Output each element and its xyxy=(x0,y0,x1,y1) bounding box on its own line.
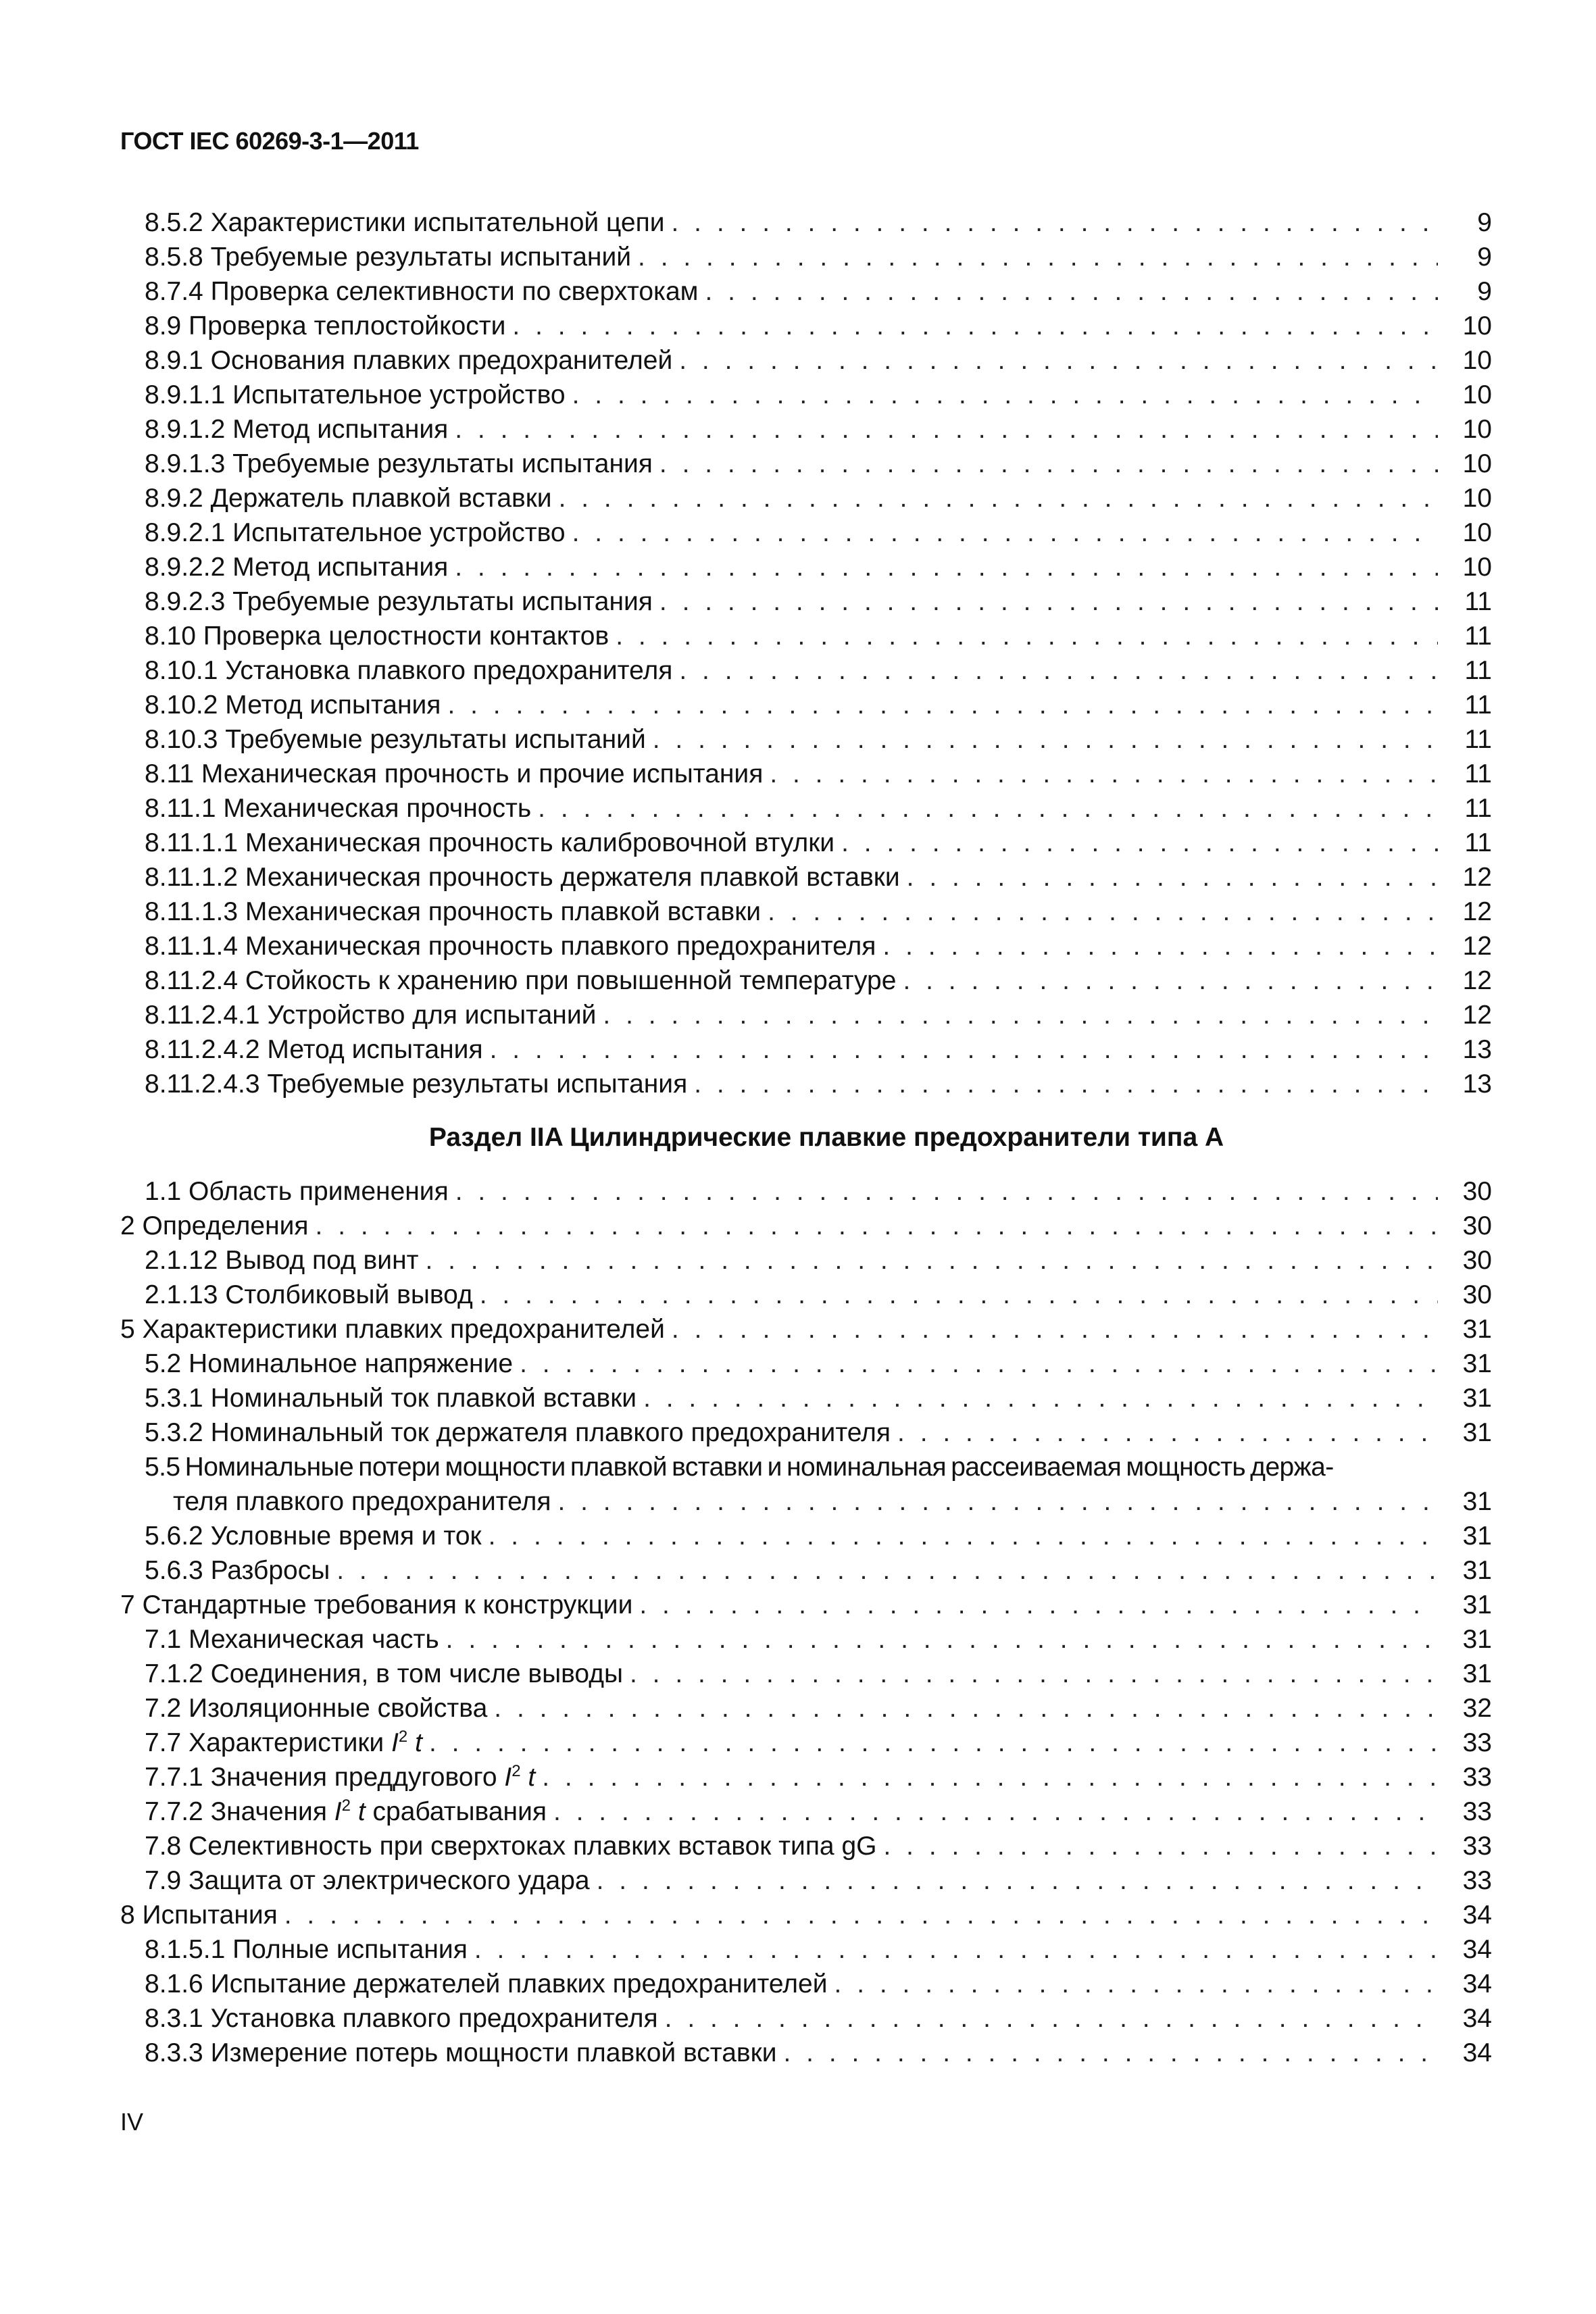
toc-leader-dots xyxy=(489,1519,1438,1553)
toc-entry-title: 5.3.1 Номинальный ток плавкой вставки xyxy=(145,1384,637,1413)
toc-entry-page: 13 xyxy=(1462,1035,1492,1064)
toc-entry[interactable] xyxy=(120,791,1492,826)
toc-leader-dots xyxy=(679,343,1438,378)
toc-entry-page: 11 xyxy=(1464,622,1492,651)
toc-entry-title: 7.2 Изоляционные свойства xyxy=(145,1694,488,1723)
toc-entry-page: 31 xyxy=(1462,1349,1492,1378)
toc-entry[interactable] xyxy=(120,1932,1492,1967)
toc-entry-page: 12 xyxy=(1462,1001,1492,1030)
toc-entry[interactable] xyxy=(120,515,1492,550)
toc-leader-dots xyxy=(679,653,1438,688)
toc-entry-page: 31 xyxy=(1462,1556,1492,1585)
toc-entry-page: 31 xyxy=(1462,1625,1492,1654)
toc-entry-page: 33 xyxy=(1462,1866,1492,1895)
toc-entry[interactable] xyxy=(120,1312,1492,1347)
toc-entry-title: 5.3.2 Номинальный ток держателя плавкого предохранителя xyxy=(145,1418,891,1447)
toc-entry-title: 8.10 Проверка целостности контактов xyxy=(145,622,609,651)
toc-entry-title: 8.5.8 Требуемые результаты испытаний xyxy=(145,243,632,272)
toc-entry-page: 31 xyxy=(1462,1315,1492,1344)
toc-part-2 xyxy=(120,1174,1492,2070)
toc-entry-title: 8.9.1.1 Испытательное устройство xyxy=(145,380,566,409)
toc-entry-page: 33 xyxy=(1462,1832,1492,1861)
toc-entry-title: 8.9.2 Держатель плавкой вставки xyxy=(145,484,552,513)
toc-entry-page: 31 xyxy=(1462,1521,1492,1551)
toc-entry[interactable] xyxy=(120,1243,1492,1278)
toc-entry-page: 34 xyxy=(1462,1935,1492,1964)
toc-entry[interactable] xyxy=(120,1622,1492,1657)
toc-entry-title: 8.5.2 Характеристики испытательной цепи xyxy=(145,208,665,237)
toc-entry-title: 7.1 Механическая часть xyxy=(145,1625,439,1654)
document-header-title: ГОСТ IEC 60269-3-1—2011 xyxy=(120,127,419,155)
toc-entry-title: 2.1.12 Вывод под винт xyxy=(145,1246,419,1275)
toc-entry-page: 30 xyxy=(1462,1177,1492,1206)
toc-leader-dots xyxy=(446,1622,1438,1657)
toc-entry[interactable] xyxy=(120,619,1492,653)
toc-entry-page: 32 xyxy=(1462,1694,1492,1723)
toc-entry-page: 10 xyxy=(1462,484,1492,513)
superscript: 2 xyxy=(512,1762,521,1780)
toc-leader-dots xyxy=(907,860,1438,895)
toc-entry-title: 7.9 Защита от электрического удара xyxy=(145,1866,590,1895)
toc-entry-page: 10 xyxy=(1462,553,1492,582)
toc-entry-title: 8 Испытания xyxy=(120,1901,278,1930)
toc-leader-dots xyxy=(694,1067,1438,1101)
toc-entry[interactable] xyxy=(120,929,1492,963)
toc-leader-dots xyxy=(659,447,1438,481)
toc-entry-page: 33 xyxy=(1462,1728,1492,1757)
toc-entry-title: 5.6.2 Условные время и ток xyxy=(145,1521,482,1551)
toc-leader-dots xyxy=(768,895,1438,929)
toc-entry[interactable] xyxy=(120,1174,1492,1209)
toc-leader-dots xyxy=(429,1726,1438,1760)
toc-entry-title: 8.11.1.2 Механическая прочность держателя плавкой вставки xyxy=(145,863,900,892)
toc-entry-multiline-rest[interactable] xyxy=(120,1484,1492,1519)
superscript: 2 xyxy=(398,1728,408,1746)
toc-entry[interactable] xyxy=(120,309,1492,343)
table-of-contents xyxy=(120,205,1492,2070)
toc-leader-dots xyxy=(665,2001,1438,2036)
toc-entry-title: 8.9.2.1 Испытательное устройство xyxy=(145,518,566,547)
toc-entry-page: 34 xyxy=(1462,1969,1492,1998)
toc-entry-title: 8.1.5.1 Полные испытания xyxy=(145,1935,468,1964)
toc-part-1 xyxy=(120,205,1492,1101)
toc-entry-page: 11 xyxy=(1464,690,1492,720)
toc-leader-dots xyxy=(538,791,1438,826)
toc-entry-page: 10 xyxy=(1462,449,1492,478)
superscript: 2 xyxy=(341,1796,351,1815)
toc-entry[interactable] xyxy=(120,2036,1492,2070)
toc-entry[interactable] xyxy=(120,1278,1492,1312)
toc-entry-title: 8.9.1 Основания плавких предохранителей xyxy=(145,346,673,375)
toc-entry[interactable] xyxy=(120,1067,1492,1101)
toc-entry[interactable] xyxy=(120,550,1492,584)
toc-entry-title: 7.8 Селективность при сверхтоках плавких вставок типа gG xyxy=(145,1832,877,1861)
current-symbol: I xyxy=(391,1728,399,1757)
toc-entry[interactable] xyxy=(120,1347,1492,1381)
toc-entry[interactable] xyxy=(120,1588,1492,1622)
toc-leader-dots xyxy=(490,1032,1438,1067)
toc-leader-dots xyxy=(512,309,1438,343)
toc-entry[interactable] xyxy=(120,412,1492,447)
toc-entry[interactable] xyxy=(120,481,1492,515)
toc-entry-title: 8.3.1 Установка плавкого предохранителя xyxy=(145,2004,658,2033)
toc-leader-dots xyxy=(639,1588,1438,1622)
toc-leader-dots xyxy=(616,619,1438,653)
toc-entry[interactable] xyxy=(120,757,1492,791)
toc-entry-title: 8.1.6 Испытание держателей плавких предохранителей xyxy=(145,1969,828,1998)
current-symbol: I xyxy=(504,1763,512,1792)
toc-entry-title: 8.11.2.4 Стойкость к хранению при повышенной температуре xyxy=(145,966,897,995)
toc-entry-page: 12 xyxy=(1462,932,1492,961)
toc-leader-dots xyxy=(638,240,1438,274)
toc-leader-dots xyxy=(897,1415,1438,1450)
toc-entry[interactable] xyxy=(120,1726,1492,1760)
toc-leader-dots xyxy=(542,1760,1438,1794)
toc-entry-page: 10 xyxy=(1462,415,1492,444)
toc-entry-title: 8.10.1 Установка плавкого предохранителя xyxy=(145,656,673,685)
toc-entry-page: 10 xyxy=(1462,518,1492,547)
toc-entry-title: 8.11.1.4 Механическая прочность плавкого предохранителя xyxy=(145,932,876,961)
time-symbol: t xyxy=(407,1728,422,1757)
toc-entry-title: 8.9.2.2 Метод испытания xyxy=(145,553,449,582)
toc-entry-title xyxy=(145,1726,422,1760)
toc-entry-title: теля плавкого предохранителя xyxy=(173,1487,551,1516)
toc-entry-title: 5.6.3 Разбросы xyxy=(145,1556,330,1585)
section-heading: Раздел IIA Цилиндрические плавкие предохранители типа А xyxy=(428,1123,1224,1152)
toc-entry[interactable] xyxy=(120,1519,1492,1553)
toc-entry-multiline-first[interactable]: 5.5 Номинальные потери мощности плавкой вставки и номинальная рассеиваемая мощность держа- xyxy=(145,1453,1334,1482)
toc-entry-title: 8.7.4 Проверка селективности по сверхтокам xyxy=(145,277,699,306)
footer-page-number: IV xyxy=(120,2108,144,2136)
toc-entry-page: 31 xyxy=(1462,1659,1492,1688)
toc-entry-title: 8.11.2.4.2 Метод испытания xyxy=(145,1035,483,1064)
toc-entry-title xyxy=(145,1760,535,1794)
toc-entry-title: 8.11.1 Механическая прочность xyxy=(145,794,532,823)
toc-leader-dots xyxy=(494,1691,1438,1726)
toc-entry[interactable] xyxy=(120,274,1492,309)
toc-entry[interactable] xyxy=(120,1794,1492,1829)
time-symbol: t xyxy=(351,1797,366,1826)
toc-leader-dots xyxy=(572,378,1438,412)
toc-entry-title: 8.10.2 Метод испытания xyxy=(145,690,441,720)
toc-entry-title: 8.10.3 Требуемые результаты испытаний xyxy=(145,725,646,754)
toc-entry-page: 13 xyxy=(1462,1070,1492,1099)
toc-leader-dots xyxy=(553,1794,1438,1829)
toc-entry-page: 11 xyxy=(1464,656,1492,685)
toc-leader-dots xyxy=(603,998,1438,1032)
toc-entry-title: 5 Характеристики плавких предохранителей xyxy=(120,1315,665,1344)
toc-entry[interactable] xyxy=(120,998,1492,1032)
toc-entry-page: 10 xyxy=(1462,380,1492,409)
toc-entry-page: 34 xyxy=(1462,2038,1492,2067)
toc-leader-dots xyxy=(882,929,1438,963)
toc-leader-dots xyxy=(597,1863,1438,1898)
toc-entry[interactable] xyxy=(120,653,1492,688)
toc-entry-page: 11 xyxy=(1464,794,1492,823)
toc-entry[interactable] xyxy=(120,343,1492,378)
toc-entry[interactable] xyxy=(120,1760,1492,1794)
toc-entry-page: 10 xyxy=(1462,311,1492,341)
toc-entry-page: 34 xyxy=(1462,1901,1492,1930)
toc-entry[interactable] xyxy=(120,378,1492,412)
toc-leader-dots xyxy=(672,1312,1438,1347)
toc-entry-page: 31 xyxy=(1462,1418,1492,1447)
toc-entry-title xyxy=(145,1794,547,1829)
toc-entry-page: 12 xyxy=(1462,966,1492,995)
toc-entry[interactable] xyxy=(120,1691,1492,1726)
toc-entry[interactable] xyxy=(120,1381,1492,1415)
toc-entry-title: 5.2 Номинальное напряжение xyxy=(145,1349,514,1378)
toc-entry-page: 34 xyxy=(1462,2004,1492,2033)
toc-entry-page: 11 xyxy=(1464,587,1492,616)
toc-entry-title: 8.11.1.3 Механическая прочность плавкой вставки xyxy=(145,897,762,926)
toc-entry-title: 8.3.3 Измерение потерь мощности плавкой вставки xyxy=(145,2038,777,2067)
toc-entry-title: 8.11.2.4.3 Требуемые результаты испытания xyxy=(145,1070,688,1099)
toc-entry-title: 1.1 Область применения xyxy=(145,1177,449,1206)
toc-entry-page: 9 xyxy=(1477,243,1492,272)
toc-entry[interactable] xyxy=(120,1967,1492,2001)
toc-leader-dots xyxy=(653,722,1438,757)
toc-entry-title: 8.9 Проверка теплостойкости xyxy=(145,311,506,341)
toc-entry[interactable] xyxy=(120,1863,1492,1898)
toc-entry[interactable] xyxy=(120,1415,1492,1450)
toc-entry[interactable] xyxy=(120,1657,1492,1691)
toc-entry-text: 7.7.2 Значения xyxy=(145,1797,334,1826)
toc-entry[interactable] xyxy=(120,688,1492,722)
toc-leader-dots xyxy=(480,1278,1438,1312)
toc-leader-dots xyxy=(336,1553,1438,1588)
toc-leader-dots xyxy=(557,1484,1438,1519)
toc-entry-title: 8.11.1.1 Механическая прочность калибровочной втулки xyxy=(145,828,835,857)
toc-leader-dots xyxy=(474,1932,1438,1967)
toc-leader-dots xyxy=(316,1209,1438,1243)
toc-entry-page: 31 xyxy=(1462,1590,1492,1619)
toc-entry[interactable] xyxy=(120,240,1492,274)
toc-leader-dots xyxy=(672,205,1438,240)
toc-leader-dots xyxy=(884,1829,1439,1863)
toc-entry-page: 33 xyxy=(1462,1797,1492,1826)
toc-entry-text: срабатывания xyxy=(365,1797,547,1826)
toc-entry[interactable] xyxy=(120,584,1492,619)
toc-entry[interactable] xyxy=(120,963,1492,998)
toc-entry[interactable] xyxy=(120,1829,1492,1863)
toc-entry[interactable] xyxy=(120,447,1492,481)
toc-entry-page: 31 xyxy=(1462,1487,1492,1516)
toc-entry-page: 11 xyxy=(1464,828,1492,857)
toc-entry-page: 11 xyxy=(1464,759,1492,788)
toc-leader-dots xyxy=(455,412,1438,447)
toc-entry-title: 8.11.2.4.1 Устройство для испытаний xyxy=(145,1001,597,1030)
toc-leader-dots xyxy=(705,274,1438,309)
toc-leader-dots xyxy=(834,1967,1438,2001)
toc-leader-dots xyxy=(455,1174,1438,1209)
toc-leader-dots xyxy=(770,757,1438,791)
toc-leader-dots xyxy=(659,584,1438,619)
toc-entry-page: 33 xyxy=(1462,1763,1492,1792)
time-symbol: t xyxy=(520,1763,536,1792)
toc-entry-title: 2 Определения xyxy=(120,1211,309,1240)
toc-leader-dots xyxy=(643,1381,1438,1415)
toc-entry-page: 9 xyxy=(1477,277,1492,306)
toc-leader-dots xyxy=(284,1898,1438,1932)
toc-entry-title: 7 Стандартные требования к конструкции xyxy=(120,1590,633,1619)
toc-entry-page: 30 xyxy=(1462,1211,1492,1240)
toc-entry[interactable] xyxy=(120,1553,1492,1588)
toc-entry-page: 9 xyxy=(1477,208,1492,237)
current-symbol: I xyxy=(334,1797,342,1826)
toc-entry[interactable] xyxy=(120,1032,1492,1067)
toc-leader-dots xyxy=(447,688,1438,722)
toc-entry[interactable] xyxy=(120,860,1492,895)
toc-entry-page: 12 xyxy=(1462,897,1492,926)
toc-entry-page: 10 xyxy=(1462,346,1492,375)
toc-entry[interactable] xyxy=(120,895,1492,929)
toc-leader-dots xyxy=(559,481,1438,515)
toc-entry-title: 8.9.1.2 Метод испытания xyxy=(145,415,449,444)
toc-entry[interactable] xyxy=(120,1209,1492,1243)
toc-entry[interactable] xyxy=(120,2001,1492,2036)
toc-leader-dots xyxy=(520,1347,1438,1381)
toc-entry-title: 8.9.2.3 Требуемые результаты испытания xyxy=(145,587,653,616)
toc-leader-dots xyxy=(841,826,1438,860)
toc-entry[interactable] xyxy=(120,205,1492,240)
toc-entry-page: 30 xyxy=(1462,1280,1492,1309)
toc-entry-title: 7.1.2 Соединения, в том числе выводы xyxy=(145,1659,623,1688)
toc-entry-page: 30 xyxy=(1462,1246,1492,1275)
toc-entry-text: 7.7.1 Значения преддугового xyxy=(145,1763,505,1792)
toc-leader-dots xyxy=(425,1243,1438,1278)
toc-entry-page: 31 xyxy=(1462,1384,1492,1413)
toc-entry-page: 11 xyxy=(1464,725,1492,754)
toc-entry[interactable] xyxy=(120,826,1492,860)
toc-leader-dots xyxy=(784,2036,1439,2070)
toc-entry-title: 2.1.13 Столбиковый вывод xyxy=(145,1280,473,1309)
toc-entry-page: 12 xyxy=(1462,863,1492,892)
toc-entry-title: 8.11 Механическая прочность и прочие испытания xyxy=(145,759,764,788)
toc-leader-dots xyxy=(630,1657,1438,1691)
toc-leader-dots xyxy=(572,515,1438,550)
toc-entry[interactable] xyxy=(120,722,1492,757)
toc-entry-title: 8.9.1.3 Требуемые результаты испытания xyxy=(145,449,653,478)
toc-entry-text: 7.7 Характеристики xyxy=(145,1728,392,1757)
toc-leader-dots xyxy=(455,550,1438,584)
toc-leader-dots xyxy=(903,963,1438,998)
toc-entry[interactable] xyxy=(120,1898,1492,1932)
